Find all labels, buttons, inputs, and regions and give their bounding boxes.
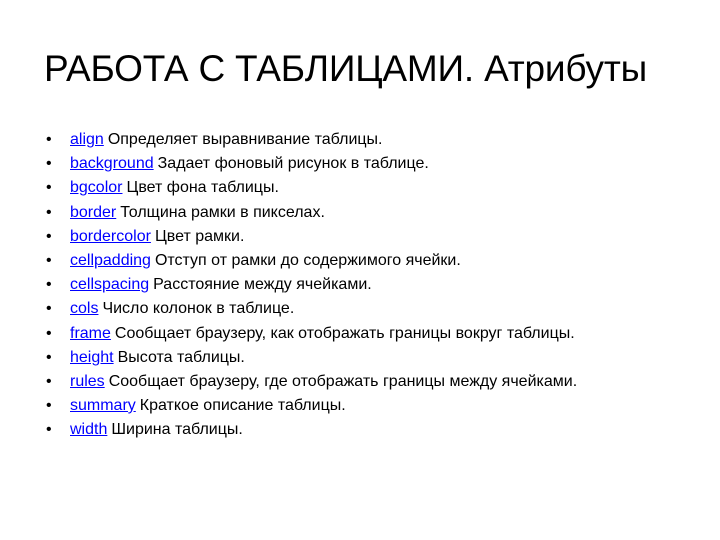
attribute-description: Краткое описание таблицы. [139,397,346,415]
attribute-link-align[interactable]: align [70,131,104,148]
slide-title: РАБОТА С ТАБЛИЦАМИ. Атрибуты [44,48,647,89]
list-item [46,249,577,273]
attribute-link-summary[interactable]: summary [70,397,136,415]
bullet-icon: • [46,131,52,148]
bullet-icon: • [46,421,52,439]
attribute-link-cellspacing[interactable]: cellspacing [70,276,150,294]
bullet-icon: • [46,179,52,197]
attribute-link-background[interactable]: background [70,155,154,173]
list-item [46,225,577,249]
attribute-link-border[interactable]: border [70,203,117,221]
attribute-link-rules[interactable]: rules [70,372,105,390]
bullet-icon: • [46,348,52,366]
list-item [46,273,577,297]
attribute-description: Сообщает браузеру, как отображать границы вокруг таблицы. [114,324,575,342]
attribute-description: Высота таблицы. [117,348,245,366]
attribute-description: Ширина таблицы. [111,421,243,439]
attribute-link-bordercolor[interactable]: bordercolor [70,227,151,245]
attribute-description: Сообщает браузеру, где отображать границы между ячейками. [108,372,578,390]
attribute-list [46,128,577,442]
attribute-description: Число колонок в таблице. [102,300,295,318]
attribute-description: Отступ от рамки до содержимого ячейки. [154,251,461,269]
attribute-description: Определяет выравнивание таблицы. [107,131,383,148]
attribute-link-height[interactable]: height [70,348,114,366]
attribute-description: Цвет фона таблицы. [126,179,279,197]
list-item [46,370,577,394]
attribute-description: Задает фоновый рисунок в таблице. [157,155,429,173]
list-item [46,297,577,321]
bullet-icon: • [46,203,52,221]
list-item [46,418,577,442]
attribute-link-width[interactable]: width [70,421,108,439]
list-item [46,152,577,176]
list-item [46,128,577,152]
attribute-link-cellpadding[interactable]: cellpadding [70,251,151,269]
bullet-icon: • [46,276,52,294]
bullet-icon: • [46,251,52,269]
attribute-description: Цвет рамки. [154,227,245,245]
attribute-link-cols[interactable]: cols [70,300,99,318]
bullet-icon: • [46,300,52,318]
bullet-icon: • [46,397,52,415]
attribute-link-bgcolor[interactable]: bgcolor [70,179,123,197]
bullet-icon: • [46,324,52,342]
attribute-link-frame[interactable]: frame [70,324,111,342]
attribute-description: Расстояние между ячейками. [153,276,372,294]
bullet-icon: • [46,155,52,173]
bullet-icon: • [46,227,52,245]
list-item [46,176,577,200]
attribute-description: Толщина рамки в пикселах. [120,203,325,221]
list-item [46,346,577,370]
list-item [46,394,577,418]
bullet-icon: • [46,372,52,390]
list-item [46,201,577,225]
list-item [46,322,577,346]
